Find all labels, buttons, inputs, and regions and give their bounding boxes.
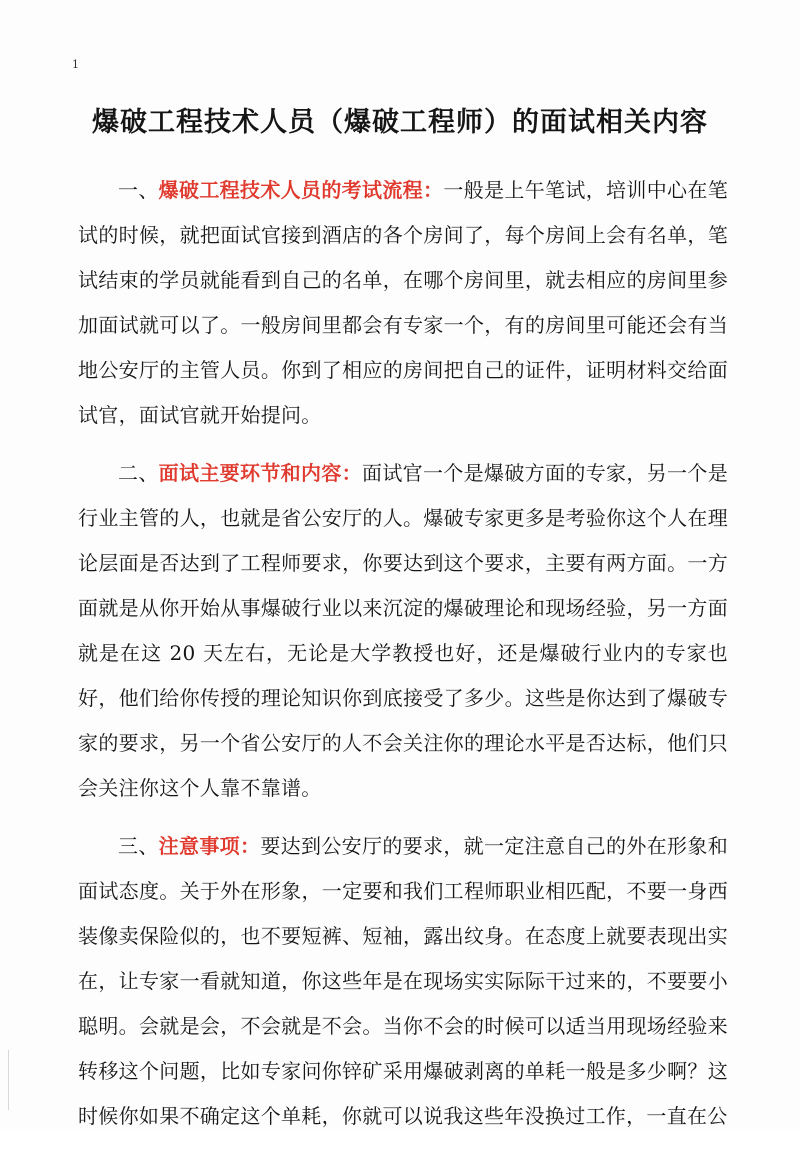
page-number: 1 bbox=[72, 58, 79, 71]
section-1-numeral: 一、 bbox=[118, 178, 159, 202]
document-body bbox=[78, 168, 728, 1152]
section-2-heading: 面试主要环节和内容： bbox=[158, 461, 363, 485]
section-3-text: 要达到公安厅的要求，就一定注意自己的外在形象和面试态度。关于外在形象，一定要和我们工程师职业相匹配，不要一身西装像卖保险似的，也不要短裤、短袖，露出纹身。在态度上就要表现出实在，让专家一看就知道，你这些年是在现场实实际际干过来的，不要要小聪明。会就是会，不会就是不会。当你不会的时候可以适当用现场经验来转移这个问题，比如专家问你锌矿采用爆破剥离的单耗一般是多少啊？这时候你如果不确定这个单耗，你就可以说我这些年没换过工作，一直在公 bbox=[78, 834, 728, 1128]
section-paragraph-3 bbox=[78, 824, 728, 1139]
section-paragraph-1 bbox=[78, 168, 728, 438]
section-1-text: 一般是上午笔试，培训中心在笔试的时候，就把面试官接到酒店的各个房间了，每个房间上会有名单，笔试结束的学员就能看到自己的名单，在哪个房间里，就去相应的房间里参加面试就可以了。一般房间里都会有专家一个，有的房间里可能还会有当地公安厅的主管人员。你到了相应的房间把自己的证件，证明材料交给面试官，面试官就开始提问。 bbox=[78, 178, 729, 427]
section-3-numeral: 三、 bbox=[118, 834, 159, 858]
page-title: 爆破工程技术人员（爆破工程师）的面试相关内容 bbox=[92, 107, 708, 138]
section-3-heading: 注意事项： bbox=[158, 834, 261, 858]
section-2-numeral: 二、 bbox=[118, 461, 159, 485]
scan-edge-line bbox=[8, 1050, 9, 1110]
section-1-heading: 爆破工程技术人员的考试流程： bbox=[158, 178, 444, 202]
section-paragraph-2 bbox=[78, 451, 728, 811]
section-2-text: 面试官一个是爆破方面的专家，另一个是行业主管的人，也就是省公安厅的人。爆破专家更多是考验你这个人在理论层面是否达到了工程师要求，你要达到这个要求，主要有两方面。一方面就是从你开始从事爆破行业以来沉淀的爆破理论和现场经验，另一方面就是在这 20 天左右，无论是大学教授也好，还是爆破行业内的专家也好，他们给你传授的理论知识你到底接受了多少。这些是你达到了爆破专家的要求，另一个省公安厅的人不会关注你的理论水平是否达标，他们只会关注你这个人靠不靠谱。 bbox=[78, 461, 728, 800]
